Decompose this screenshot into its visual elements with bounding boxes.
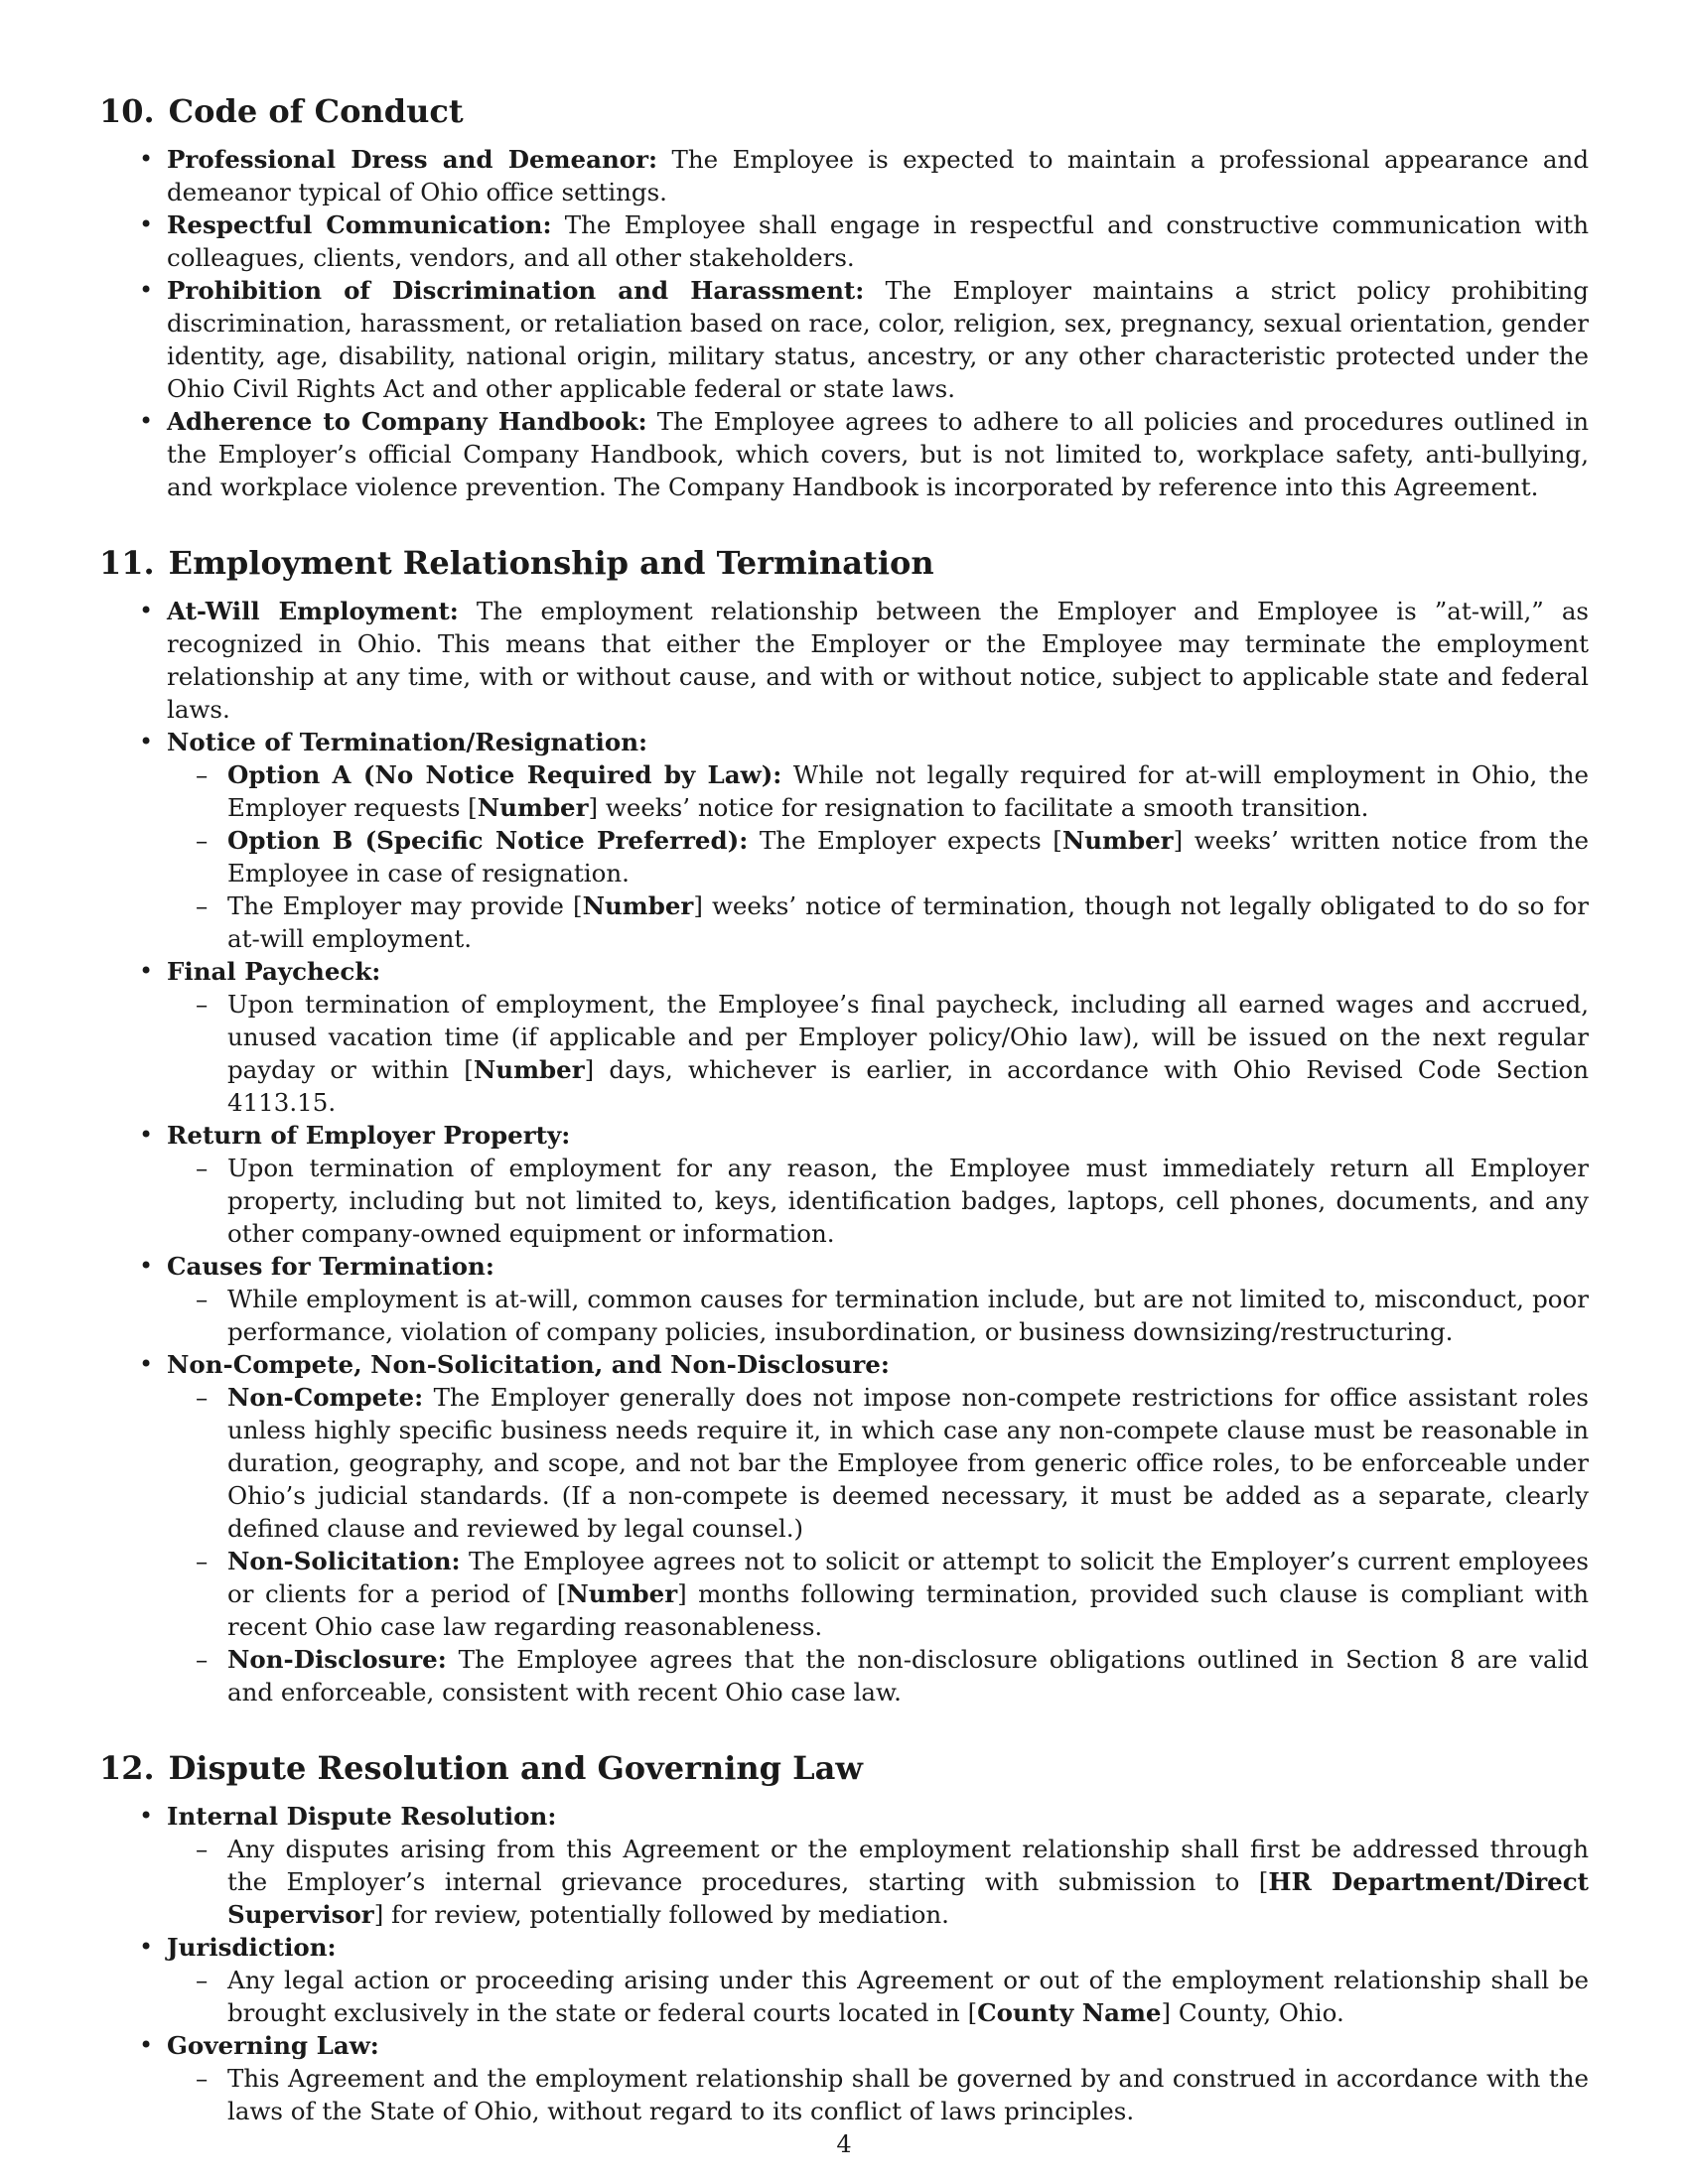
dash-icon: – bbox=[196, 990, 209, 1019]
item-label: Adherence to Company Handbook: bbox=[167, 407, 647, 436]
sub-item-text: ] weeks’ notice of termination, though not legally obligated to do so for at-will employment. bbox=[227, 891, 1589, 953]
section-12 bbox=[99, 1748, 1589, 2127]
item-label: Internal Dispute Resolution: bbox=[167, 1802, 557, 1831]
list-item bbox=[99, 726, 1589, 955]
placeholder: Number bbox=[477, 793, 589, 822]
dash-icon: – bbox=[196, 1966, 209, 1994]
section-title: Code of Conduct bbox=[168, 92, 464, 130]
placeholder: Number bbox=[1061, 826, 1174, 855]
section-11 bbox=[99, 543, 1589, 1708]
bullet-icon: • bbox=[139, 145, 154, 173]
item-label: Jurisdiction: bbox=[167, 1933, 337, 1962]
dash-icon: – bbox=[196, 1645, 209, 1674]
item-label: Final Paycheck: bbox=[167, 957, 381, 986]
bullet-icon: • bbox=[139, 407, 154, 435]
list-item bbox=[99, 274, 1589, 405]
dash-icon: – bbox=[196, 1154, 209, 1182]
sub-list-item bbox=[167, 889, 1589, 955]
item-text: The Employer maintains a strict policy prohibiting discrimination, harassment, or retaliation based on race, color, religion, sex, pregnancy, sexual orientation, gender identity, age, disability, national origin, military status, ancestry, or any other characteristic protected under the Ohio Civil Rights Act and other applicable federal or state laws. bbox=[167, 276, 1589, 403]
sub-list-item bbox=[167, 1643, 1589, 1708]
sub-list-item bbox=[167, 1283, 1589, 1348]
list-item bbox=[99, 1931, 1589, 2029]
sub-list-item bbox=[167, 1152, 1589, 1250]
dash-icon: – bbox=[196, 1835, 209, 1863]
sub-item-text: The Employer generally does not impose non-compete restrictions for office assistant roles unless highly specific business needs require it, in which case any non-compete clause must be reasonable in duration, geography, and scope, and not bar the Employee from generic office roles, to be enforceable under Ohio’s judicial standards. (If a non-compete is deemed necessary, it must be added as a separate, clearly defined clause and reviewed by legal counsel.) bbox=[227, 1383, 1589, 1543]
sub-item-text: The Employee agrees that the non-disclosure obligations outlined in Section 8 are valid and enforceable, consistent with recent Ohio case law. bbox=[227, 1645, 1589, 1706]
item-label: Non-Compete, Non-Solicitation, and Non-Disclosure: bbox=[167, 1350, 890, 1379]
bullet-list bbox=[99, 595, 1589, 1708]
list-item bbox=[99, 1800, 1589, 1931]
sub-item-label: Option B (Specific Notice Preferred): bbox=[227, 826, 749, 855]
item-label: Causes for Termination: bbox=[167, 1252, 494, 1281]
bullet-icon: • bbox=[139, 728, 154, 755]
placeholder: Number bbox=[473, 1055, 585, 1084]
list-item bbox=[99, 595, 1589, 726]
dash-icon: – bbox=[196, 1383, 209, 1412]
bullet-icon: • bbox=[139, 957, 154, 985]
dash-icon: – bbox=[196, 2064, 209, 2093]
sub-item-text: While employment is at-will, common causes for termination include, but are not limited to, misconduct, poor performance, violation of company policies, insubordination, or business downsizing/restructuring. bbox=[227, 1285, 1589, 1346]
item-label: At-Will Employment: bbox=[167, 597, 459, 625]
sub-item-text: ] weeks’ written notice from the Employee in case of resignation. bbox=[227, 826, 1590, 887]
item-label: Professional Dress and Demeanor: bbox=[167, 145, 658, 174]
dash-icon: – bbox=[196, 826, 209, 855]
sub-item-text: The Employer expects [ bbox=[748, 826, 1062, 855]
sub-list-item bbox=[167, 988, 1589, 1119]
sub-item-text: Any legal action or proceeding arising under this Agreement or out of the employment relationship shall be brought exclusively in the state or federal courts located in [ bbox=[227, 1966, 1589, 2027]
section-title: Employment Relationship and Termination bbox=[168, 544, 934, 582]
list-item bbox=[99, 2029, 1589, 2127]
section-number: 11. bbox=[99, 544, 155, 582]
list-item bbox=[99, 1250, 1589, 1348]
sub-item-text: ] days, whichever is earlier, in accordance with Ohio Revised Code Section 4113.15. bbox=[227, 1055, 1589, 1117]
item-text: The Employee agrees to adhere to all policies and procedures outlined in the Employer’s official Company Handbook, which covers, but is not limited to, workplace safety, anti-bullying, and workplace violence prevention. The Company Handbook is incorporated by reference into this Agreement. bbox=[167, 407, 1589, 501]
sub-item-text: The Employer may provide [ bbox=[227, 891, 583, 920]
bullet-list bbox=[99, 143, 1589, 503]
section-number: 10. bbox=[99, 92, 155, 130]
section-number: 12. bbox=[99, 1749, 155, 1787]
bullet-icon: • bbox=[139, 1121, 154, 1149]
section-heading bbox=[99, 91, 1589, 131]
sub-list bbox=[167, 1152, 1589, 1250]
sub-list bbox=[167, 1381, 1589, 1708]
item-text: The employment relationship between the Employer and Employee is ”at-will,” as recognized in Ohio. This means that either the Employer or the Employee may terminate the employment relationship at any time, with or without cause, and with or without notice, subject to applicable state and federal laws. bbox=[167, 597, 1590, 724]
sub-list bbox=[167, 1964, 1589, 2029]
bullet-icon: • bbox=[139, 597, 154, 624]
placeholder: Number bbox=[566, 1579, 678, 1608]
sub-list-item bbox=[167, 1381, 1589, 1545]
sub-item-text: This Agreement and the employment relationship shall be governed by and construed in accordance with the laws of the State of Ohio, without regard to its conflict of laws principles. bbox=[227, 2064, 1589, 2125]
section-10 bbox=[99, 91, 1589, 503]
list-item bbox=[99, 1348, 1589, 1708]
sub-item-label: Non-Solicitation: bbox=[227, 1547, 461, 1575]
page-number: 4 bbox=[836, 2130, 852, 2158]
sub-list-item bbox=[167, 1833, 1589, 1931]
bullet-icon: • bbox=[139, 276, 154, 304]
dash-icon: – bbox=[196, 760, 209, 789]
item-label: Notice of Termination/Resignation: bbox=[167, 728, 648, 756]
bullet-icon: • bbox=[139, 210, 154, 238]
sub-list bbox=[167, 2062, 1589, 2127]
bullet-icon: • bbox=[139, 1933, 154, 1961]
sub-item-text: ] County, Ohio. bbox=[1161, 1998, 1344, 2027]
sub-item-text: While not legally required for at-will employment in Ohio, the Employer requests [ bbox=[227, 760, 1589, 822]
list-item bbox=[99, 1119, 1589, 1250]
bullet-icon: • bbox=[139, 1350, 154, 1378]
sub-list-item bbox=[167, 2062, 1589, 2127]
sub-item-text: Upon termination of employment for any reason, the Employee must immediately return all Employer property, including but not limited to, keys, identification badges, laptops, cell phones, documents, and any other company-owned equipment or information. bbox=[227, 1154, 1589, 1248]
dash-icon: – bbox=[196, 1547, 209, 1575]
placeholder: HR Department/Direct Supervisor bbox=[227, 1867, 1589, 1929]
sub-item-text: ] for review, potentially followed by mediation. bbox=[373, 1900, 949, 1929]
sub-item-text: ] weeks’ notice for resignation to facilitate a smooth transition. bbox=[588, 793, 1369, 822]
bullet-icon: • bbox=[139, 1252, 154, 1280]
list-item bbox=[99, 405, 1589, 503]
dash-icon: – bbox=[196, 891, 209, 920]
sub-item-text: ] months following termination, provided such clause is compliant with recent Ohio case law regarding reasonableness. bbox=[227, 1579, 1589, 1641]
sub-item-label: Option A (No Notice Required by Law): bbox=[227, 760, 782, 789]
sub-list-item bbox=[167, 824, 1589, 889]
section-heading bbox=[99, 1748, 1589, 1788]
dash-icon: – bbox=[196, 1285, 209, 1313]
bullet-list bbox=[99, 1800, 1589, 2127]
sub-list-item bbox=[167, 1545, 1589, 1643]
sub-list bbox=[167, 988, 1589, 1119]
section-heading bbox=[99, 543, 1589, 583]
sub-item-label: Non-Disclosure: bbox=[227, 1645, 447, 1674]
list-item bbox=[99, 143, 1589, 208]
sub-item-label: Non-Compete: bbox=[227, 1383, 424, 1412]
sub-item-text: The Employee agrees not to solicit or attempt to solicit the Employer’s current employees or clients for a period of [ bbox=[227, 1547, 1589, 1608]
sub-list bbox=[167, 1833, 1589, 1931]
sub-list-item bbox=[167, 1964, 1589, 2029]
document-page bbox=[99, 91, 1589, 2167]
sub-list bbox=[167, 1283, 1589, 1348]
section-title: Dispute Resolution and Governing Law bbox=[168, 1749, 863, 1787]
item-label: Prohibition of Discrimination and Harassment: bbox=[167, 276, 865, 305]
item-text: The Employee shall engage in respectful and constructive communication with colleagues, clients, vendors, and all other stakeholders. bbox=[167, 210, 1589, 272]
sub-item-text: Any disputes arising from this Agreement or the employment relationship shall first be addressed through the Employer’s internal grievance procedures, starting with submission to [ bbox=[227, 1835, 1589, 1896]
sub-list-item bbox=[167, 758, 1589, 824]
item-label: Return of Employer Property: bbox=[167, 1121, 571, 1150]
list-item bbox=[99, 208, 1589, 274]
sub-list bbox=[167, 758, 1589, 955]
placeholder: County Name bbox=[977, 1998, 1162, 2027]
placeholder: Number bbox=[582, 891, 694, 920]
bullet-icon: • bbox=[139, 2031, 154, 2059]
list-item bbox=[99, 955, 1589, 1119]
item-label: Governing Law: bbox=[167, 2031, 379, 2060]
item-label: Respectful Communication: bbox=[167, 210, 552, 239]
sub-item-text: Upon termination of employment, the Employee’s final paycheck, including all earned wages and accrued, unused vacation time (if applicable and per Employer policy/Ohio law), will be issued on the next regular payday or within [ bbox=[227, 990, 1589, 1084]
bullet-icon: • bbox=[139, 1802, 154, 1830]
item-text: The Employee is expected to maintain a professional appearance and demeanor typical of Ohio office settings. bbox=[167, 145, 1589, 206]
